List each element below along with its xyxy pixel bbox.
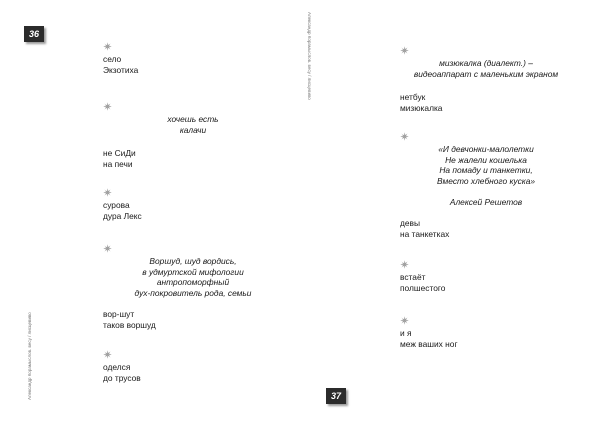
flourish-icon xyxy=(103,188,112,197)
stanza xyxy=(400,46,572,79)
stanza xyxy=(400,132,572,186)
poem-line: «И девчонки-малолетки xyxy=(438,144,534,154)
poem-line: таков воршуд xyxy=(103,319,156,330)
poem-line: на печи xyxy=(103,158,133,169)
stanza xyxy=(400,316,458,349)
poem-line: до трусов xyxy=(103,372,141,383)
stanza xyxy=(103,244,283,298)
poem-line: и я xyxy=(400,328,412,338)
poem-attribution xyxy=(400,197,572,208)
flourish-icon xyxy=(400,46,409,55)
poem-line: Экзотиха xyxy=(103,64,139,75)
page-number-badge: 36 xyxy=(24,26,44,42)
flourish-icon xyxy=(400,316,409,325)
poem-line: Не жалели кошелька xyxy=(445,154,527,165)
flourish-icon xyxy=(103,350,112,359)
stanza xyxy=(103,309,156,330)
poem-line: На помаду и танкетки, xyxy=(439,165,533,175)
poem-line: сурова xyxy=(103,200,130,210)
stanza xyxy=(103,42,138,75)
flourish-icon xyxy=(400,132,409,141)
poem-line: калачи xyxy=(179,124,207,135)
stanza xyxy=(400,92,442,113)
poem-line: на танкетках xyxy=(400,228,450,239)
page-number-badge: 37 xyxy=(326,388,346,404)
poem-line: девы xyxy=(400,218,421,228)
poem-line: встаёт xyxy=(400,272,426,282)
poem-line: Воршуд, шуд вордись, xyxy=(149,256,237,266)
poem-line: видеоаппарат с маленьким экраном xyxy=(413,68,559,79)
stanza xyxy=(400,218,449,239)
flourish-icon xyxy=(103,102,112,111)
poem-line: Вместо хлебного куска» xyxy=(436,175,536,186)
poem-line: полшестого xyxy=(400,282,446,293)
stanza xyxy=(103,188,142,221)
stanza xyxy=(103,148,136,169)
poem-line: вор-шут xyxy=(103,309,135,319)
poem-line: Алексей Решетов xyxy=(449,197,523,207)
poem-line: село xyxy=(103,54,122,64)
poem-line: не СиДи xyxy=(103,148,136,158)
vertical-credit: Александр Корамыслов. весу / лисцевиво xyxy=(27,312,32,400)
poem-line: антропоморфный xyxy=(156,277,230,287)
poem-line: мизюкалка (диалект.) – xyxy=(439,58,533,68)
stanza xyxy=(400,260,445,293)
poem-line: дух-покровитель рода, семьи xyxy=(134,287,252,298)
flourish-icon xyxy=(103,244,112,253)
flourish-icon xyxy=(400,260,409,269)
poem-line: в удмуртской мифологии xyxy=(142,266,244,277)
poem-line: мизюкалка xyxy=(400,102,443,113)
right-page xyxy=(300,0,600,425)
poem-line: меж ваших ног xyxy=(400,338,458,349)
poem-line: хочешь есть xyxy=(167,114,219,124)
poem-line: дура Лекс xyxy=(103,210,142,221)
stanza xyxy=(103,350,141,383)
vertical-credit: Александр Корамыслов. весу / лисцевиво xyxy=(307,12,312,100)
poem-line: оделся xyxy=(103,362,131,372)
stanza xyxy=(103,102,283,135)
poem-line: нетбук xyxy=(400,92,426,102)
flourish-icon xyxy=(103,42,112,51)
